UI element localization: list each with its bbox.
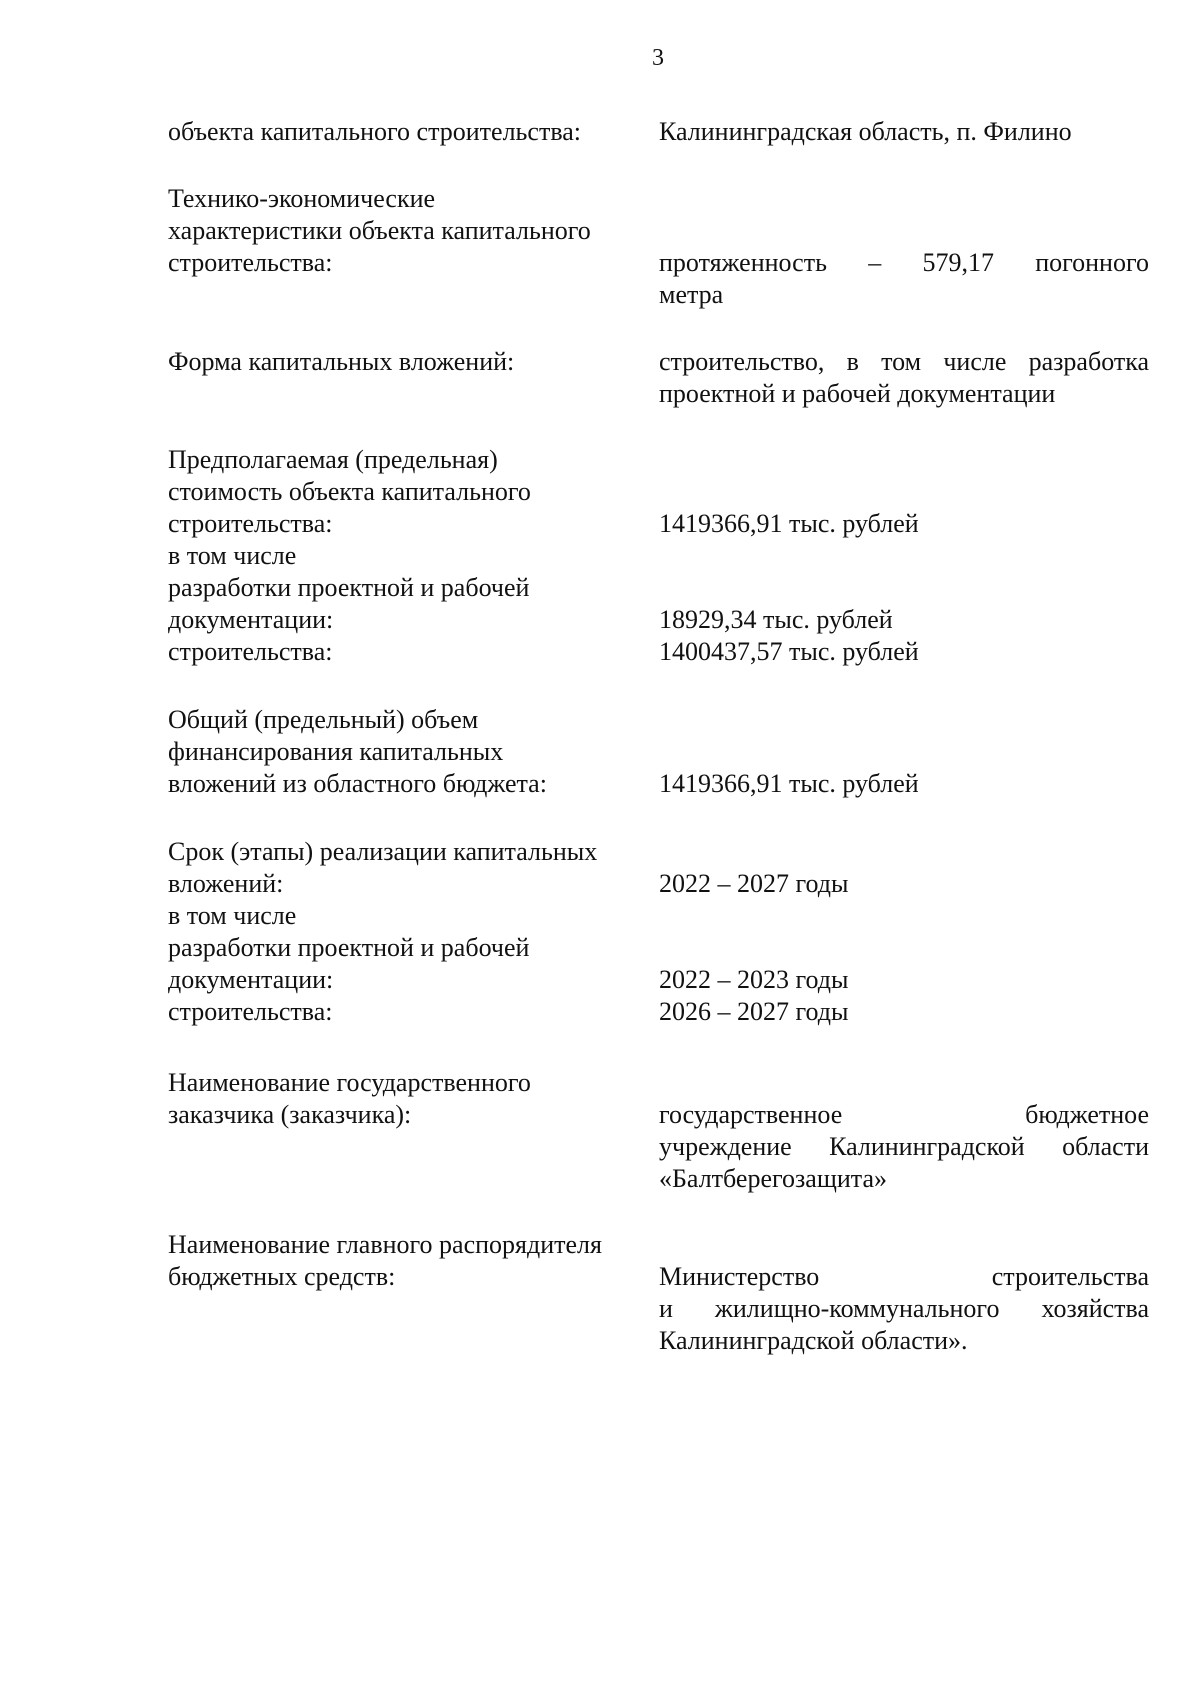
value-estimated-cost bbox=[659, 444, 1149, 668]
label-line: бюджетных средств: bbox=[168, 1262, 396, 1291]
label-line: Предполагаемая (предельная) bbox=[168, 445, 498, 474]
value-line: Калининградская область, п. Филино bbox=[659, 117, 1072, 146]
label-total-financing bbox=[168, 704, 648, 800]
label-line: Наименование главного распорядителя bbox=[168, 1230, 602, 1259]
value-line: государственное бюджетное bbox=[659, 1100, 1149, 1129]
label-line: разработки проектной и рабочей bbox=[168, 573, 530, 602]
label-implementation-term bbox=[168, 836, 648, 1028]
value-total-financing bbox=[659, 704, 1149, 800]
value-line: 1419366,91 тыс. рублей bbox=[659, 509, 919, 538]
value-line: 1419366,91 тыс. рублей bbox=[659, 769, 919, 798]
value-line: протяженность – 579,17 погонного bbox=[659, 248, 1149, 277]
label-line: документации: bbox=[168, 605, 334, 634]
label-location bbox=[168, 116, 648, 148]
label-line: Общий (предельный) объем bbox=[168, 705, 479, 734]
label-line: строительства: bbox=[168, 248, 333, 277]
label-line: Наименование государственного bbox=[168, 1068, 531, 1097]
label-line: Форма капитальных вложений: bbox=[168, 347, 515, 376]
label-line: документации: bbox=[168, 965, 334, 994]
label-line: заказчика (заказчика): bbox=[168, 1100, 412, 1129]
value-investment-form bbox=[659, 346, 1149, 410]
label-investment-form bbox=[168, 346, 648, 378]
label-line: стоимость объекта капитального bbox=[168, 477, 531, 506]
label-line: объекта капитального строительства: bbox=[168, 117, 582, 146]
value-line: метра bbox=[659, 280, 724, 309]
label-estimated-cost bbox=[168, 444, 648, 668]
label-line: строительства: bbox=[168, 997, 333, 1026]
label-line: Технико-экономические bbox=[168, 184, 436, 213]
value-budget-manager bbox=[659, 1229, 1149, 1357]
value-line: строительство, в том числе разработка bbox=[659, 347, 1149, 376]
value-location bbox=[659, 116, 1149, 148]
value-line: Министерство строительства bbox=[659, 1262, 1149, 1291]
label-line: вложений из областного бюджета: bbox=[168, 769, 547, 798]
value-line: 2022 – 2023 годы bbox=[659, 965, 849, 994]
label-line: в том числе bbox=[168, 541, 297, 570]
value-line: «Балтберегозащита» bbox=[659, 1164, 887, 1193]
label-line: вложений: bbox=[168, 869, 284, 898]
value-line: 1400437,57 тыс. рублей bbox=[659, 637, 919, 666]
value-line: 2022 – 2027 годы bbox=[659, 869, 849, 898]
label-line: строительства: bbox=[168, 509, 333, 538]
value-implementation-term bbox=[659, 836, 1149, 1028]
value-line: 2026 – 2027 годы bbox=[659, 997, 849, 1026]
label-line: финансирования капитальных bbox=[168, 737, 504, 766]
label-line: строительства: bbox=[168, 637, 333, 666]
value-line: Калининградской области». bbox=[659, 1326, 968, 1355]
page-number: 3 bbox=[652, 45, 664, 71]
label-line: характеристики объекта капитального bbox=[168, 216, 591, 245]
value-line: и жилищно-коммунального хозяйства bbox=[659, 1294, 1149, 1323]
label-line: в том числе bbox=[168, 901, 297, 930]
label-line: разработки проектной и рабочей bbox=[168, 933, 530, 962]
value-line: 18929,34 тыс. рублей bbox=[659, 605, 893, 634]
label-characteristics bbox=[168, 183, 648, 279]
value-characteristics bbox=[659, 183, 1149, 311]
value-line: проектной и рабочей документации bbox=[659, 379, 1056, 408]
label-budget-manager bbox=[168, 1229, 648, 1293]
label-state-customer bbox=[168, 1067, 648, 1131]
label-line: Срок (этапы) реализации капитальных bbox=[168, 837, 598, 866]
value-line: учреждение Калининградской области bbox=[659, 1132, 1149, 1161]
value-state-customer bbox=[659, 1067, 1149, 1195]
